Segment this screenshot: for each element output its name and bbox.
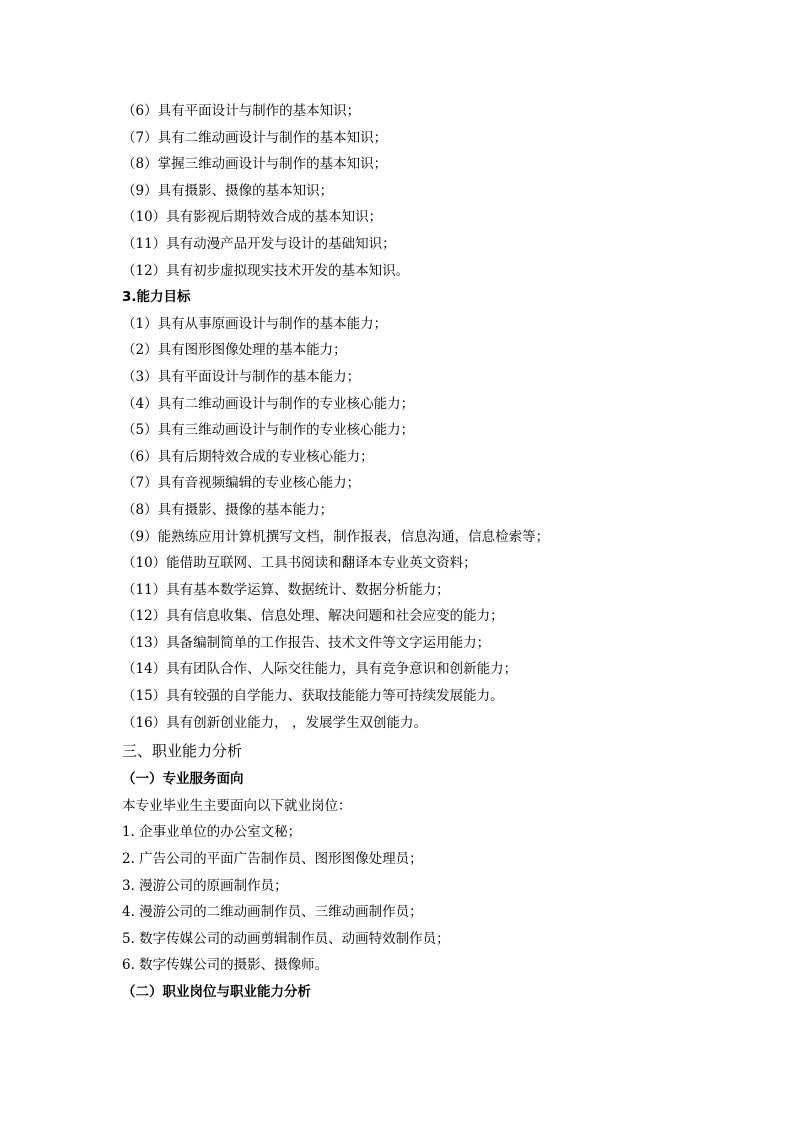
ability-item: （6）具有后期特效合成的专业核心能力； bbox=[122, 448, 374, 465]
knowledge-item: （8）掌握三维动画设计与制作的基本知识； bbox=[122, 156, 388, 173]
job-item: 3. 漫游公司的原画制作员； bbox=[122, 877, 288, 894]
ability-item: （12）具有信息收集、信息处理、解决问题和社会应变的能力； bbox=[122, 608, 504, 625]
ability-item: （14）具有团队合作、人际交往能力，具有竞争意识和创新能力； bbox=[122, 661, 518, 678]
ability-item: （16）具有创新创业能力， ，发展学生双创能力。 bbox=[122, 714, 427, 731]
ability-item: （13）具备编制简单的工作报告、技术文件等文字运用能力； bbox=[122, 634, 491, 651]
service-intro: 本专业毕业生主要面向以下就业岗位： bbox=[122, 797, 352, 814]
ability-item: （15）具有较强的自学能力、获取技能能力等可持续发展能力。 bbox=[122, 688, 504, 705]
ability-item: （10）能借助互联网、工具书阅读和翻译本专业英文资料； bbox=[122, 555, 477, 572]
job-item: 4. 漫游公司的二维动画制作员、三维动画制作员； bbox=[122, 904, 423, 921]
subsection-title: （二）职业岗位与职业能力分析 bbox=[122, 984, 311, 1000]
knowledge-item: （6）具有平面设计与制作的基本知识； bbox=[122, 103, 361, 119]
ability-item: （5）具有三维动画设计与制作的专业核心能力； bbox=[122, 422, 415, 439]
ability-item: （11）具有基本数学运算、数据统计、数据分析能力； bbox=[122, 581, 450, 598]
ability-item: （9）能熟练应用计算机撰写文档，制作报表，信息沟通，信息检索等； bbox=[122, 528, 550, 545]
ability-item: （4）具有二维动画设计与制作的专业核心能力； bbox=[122, 395, 415, 412]
job-item: 1. 企事业单位的办公室文秘； bbox=[122, 824, 302, 841]
knowledge-item: （10）具有影视后期特效合成的基本知识； bbox=[122, 209, 383, 226]
ability-item: （8）具有摄影、摄像的基本能力； bbox=[122, 501, 334, 518]
knowledge-item: （12）具有初步虚拟现实技术开发的基本知识。 bbox=[122, 262, 410, 279]
knowledge-item: （9）具有摄影、摄像的基本知识； bbox=[122, 182, 334, 199]
knowledge-item: （7）具有二维动画设计与制作的基本知识； bbox=[122, 129, 388, 146]
job-item: 5. 数字传媒公司的动画剪辑制作员、动画特效制作员； bbox=[122, 930, 450, 947]
ability-item: （3）具有平面设计与制作的基本能力； bbox=[122, 368, 361, 385]
ability-item: （2）具有图形图像处理的基本能力； bbox=[122, 342, 347, 359]
ability-item: （7）具有音视频编辑的专业核心能力； bbox=[122, 475, 361, 492]
job-item: 6. 数字传媒公司的摄影、摄像师。 bbox=[122, 957, 329, 974]
knowledge-item: （11）具有动漫产品开发与设计的基础知识； bbox=[122, 235, 396, 252]
subsection-title: （一）专业服务面向 bbox=[122, 771, 244, 788]
document-body bbox=[122, 98, 682, 1006]
job-item: 2. 广告公司的平面广告制作员、图形图像处理员； bbox=[122, 851, 423, 868]
ability-heading: 3.能力目标 bbox=[122, 289, 191, 306]
section-title: 三、职业能力分析 bbox=[122, 742, 243, 761]
ability-item: （1）具有从事原画设计与制作的基本能力； bbox=[122, 315, 388, 332]
